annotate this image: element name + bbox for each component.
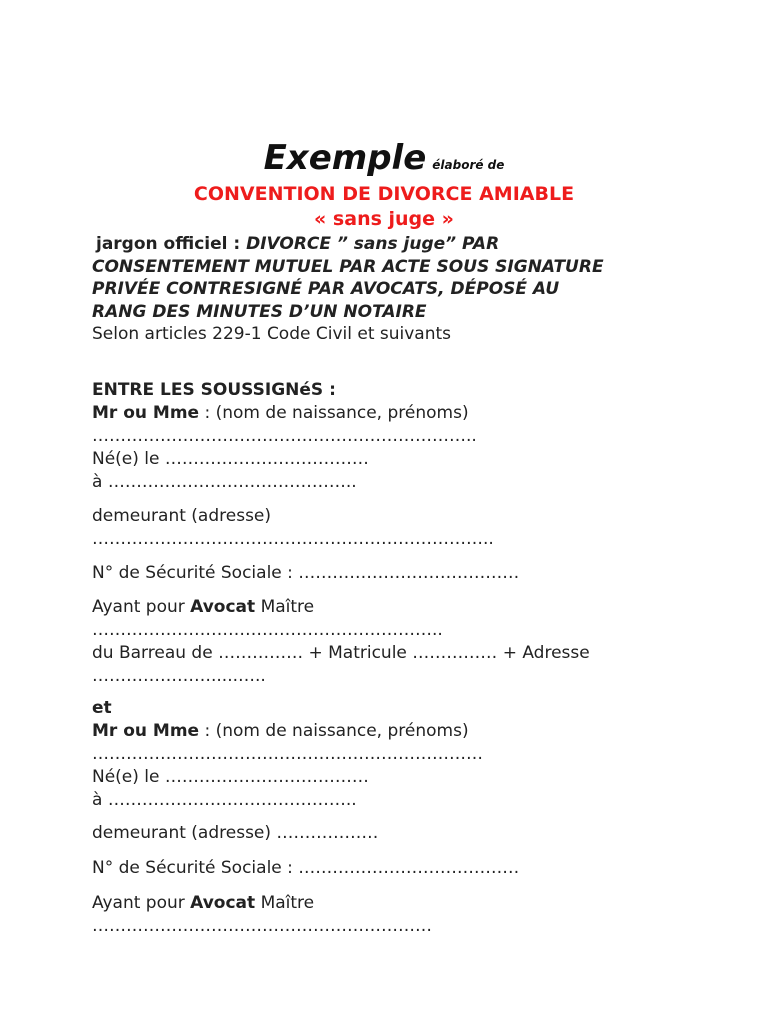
jargon-line-2 [92, 256, 752, 279]
jargon-block [92, 233, 752, 323]
party1-mr-label: Mr ou Mme [92, 403, 200, 423]
party2-avocat-bold: Avocat [190, 893, 256, 913]
party1-birthdate: Né(e) le ……………………………… [92, 449, 369, 469]
jargon-italic-term: DIVORCE ” sans juge” PAR [246, 234, 500, 254]
party1-avocat-post: Maître [255, 597, 315, 617]
party1-avocat-dots: …………………………………………………….. [92, 620, 443, 640]
et-label: et [92, 698, 112, 718]
party1-barreau-dots: ………………….....….. [92, 666, 266, 686]
soussignes-heading: ENTRE LES SOUSSIGNéS : [92, 380, 336, 400]
party1-name-line [92, 402, 752, 425]
party1-avocat-line [92, 596, 752, 619]
party1-secu: N° de Sécurité Sociale : ………………………………… [92, 563, 520, 583]
document-subtitle: élaboré de [432, 158, 505, 172]
party2-mr-label: Mr ou Mme [92, 721, 200, 741]
jargon-line-3-text: PRIVÉE CONTRESIGNÉ PAR AVOCATS, DÉPOSÉ AU [92, 279, 560, 299]
party2-name-line [92, 720, 752, 743]
party2-avocat-dots: …………………………………………………… [92, 916, 432, 936]
party1-avocat-bold: Avocat [190, 597, 256, 617]
jargon-label: jargon officiel : [96, 234, 241, 254]
convention-title: CONVENTION DE DIVORCE AMIABLE [193, 183, 575, 205]
party2-birthdate: Né(e) le ……………………………… [92, 767, 369, 787]
jargon-line-2-text: CONSENTEMENT MUTUEL PAR ACTE SOUS SIGNATURE [92, 256, 604, 277]
party1-name-dots: ………………………………………………………….. [92, 426, 477, 446]
party1-mr-rest: : (nom de naissance, prénoms) [199, 403, 469, 423]
party1-birthplace: à …………………………………….. [92, 472, 357, 492]
document-title: Exemple [263, 138, 427, 178]
articles-line: Selon articles 229-1 Code Civil et suivants [92, 324, 452, 344]
party1-avocat-pre: Ayant pour [92, 597, 191, 617]
sans-juge-title: « sans juge » [314, 208, 454, 230]
jargon-line-4 [92, 301, 752, 324]
party2-avocat-line [92, 892, 752, 915]
party1-demeurant: demeurant (adresse) [92, 506, 272, 526]
jargon-line-3 [92, 278, 752, 301]
jargon-line-1 [92, 233, 752, 256]
party2-avocat-post: Maître [255, 893, 315, 913]
party2-name-dots: …………………………………………………………… [92, 744, 483, 764]
title-line [0, 138, 768, 178]
party1-barreau: du Barreau de …………… + Matricule …………… + Adresse [92, 643, 590, 663]
party2-demeurant: demeurant (adresse) ……………… [92, 823, 379, 843]
jargon-line-4-text: RANG DES MINUTES D’UN NOTAIRE [92, 301, 427, 322]
party2-birthplace: à …………………………………….. [92, 790, 357, 810]
party1-address-dots: …………………………………………………………….. [92, 529, 494, 549]
party2-mr-rest: : (nom de naissance, prénoms) [199, 721, 469, 741]
party2-avocat-pre: Ayant pour [92, 893, 191, 913]
party2-secu: N° de Sécurité Sociale : ………………………………… [92, 858, 520, 878]
